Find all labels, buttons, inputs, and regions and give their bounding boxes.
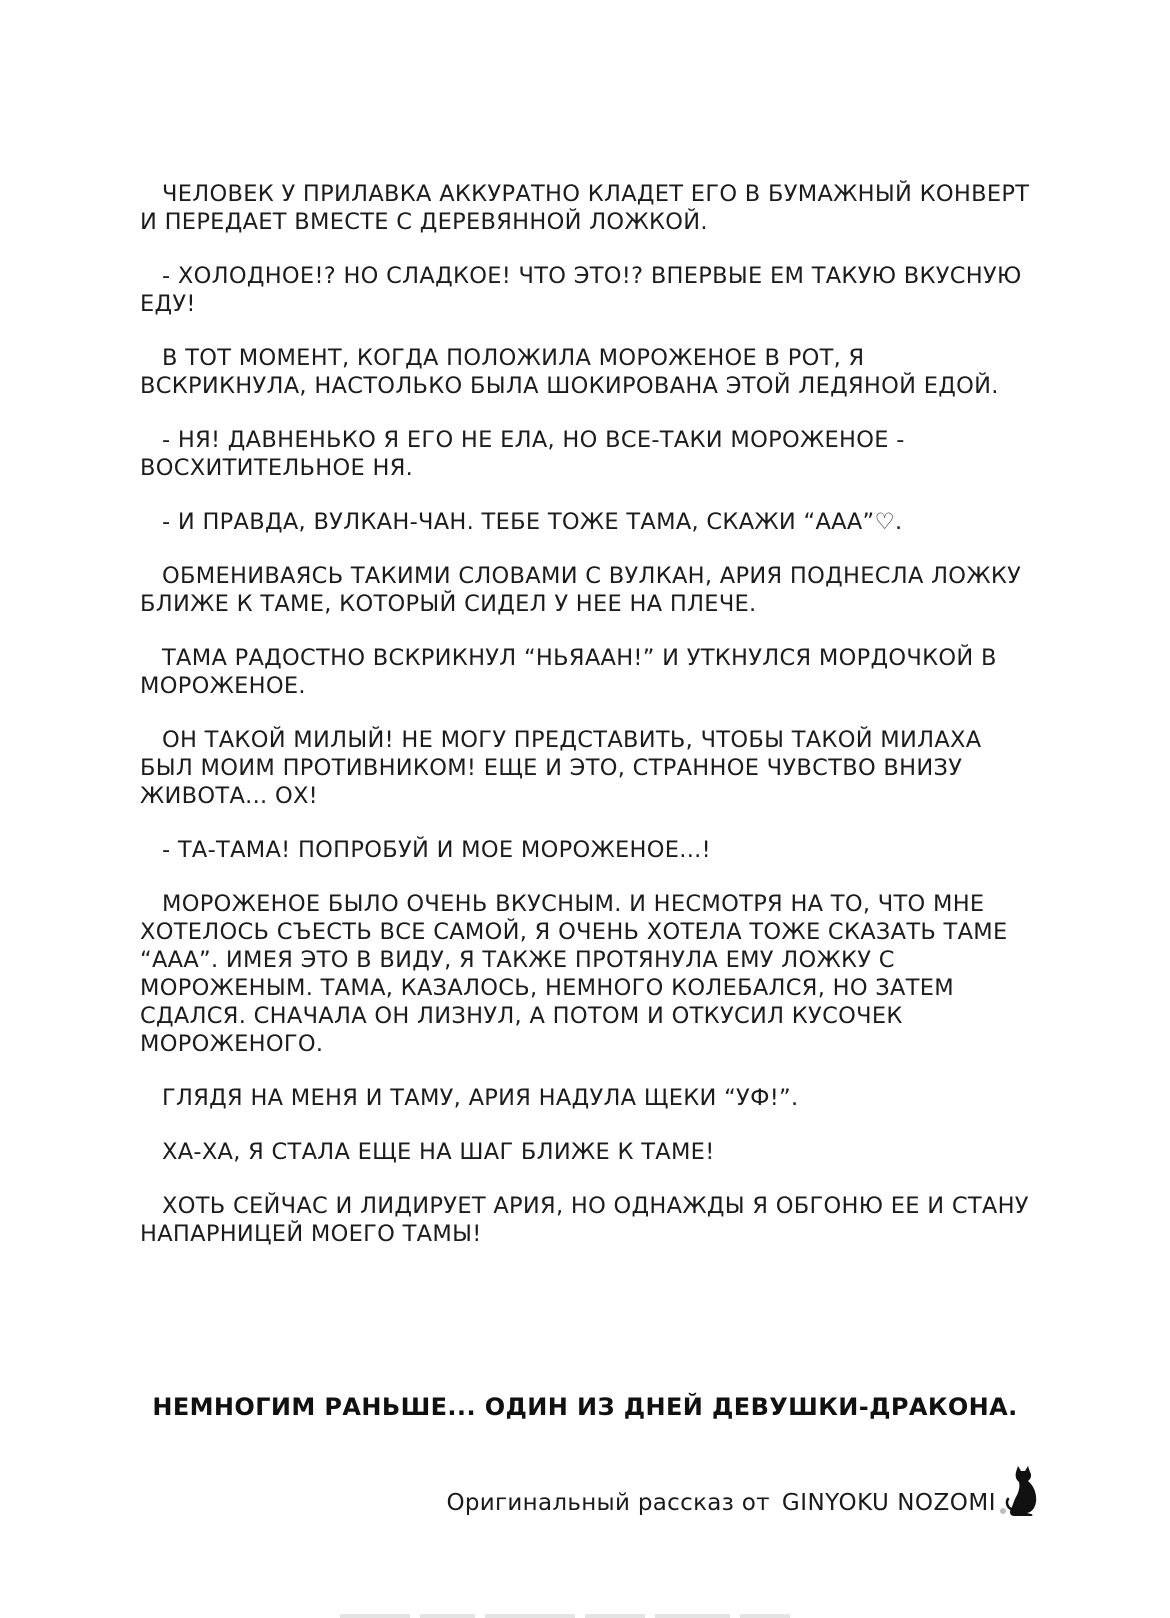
paragraph: МОРОЖЕНОЕ БЫЛО ОЧЕНЬ ВКУСНЫМ. И НЕСМОТРЯ НА ТО, ЧТО МНЕ ХОТЕЛОСЬ СЪЕСТЬ ВСЕ САМОЙ, Я ОЧЕНЬ ХОТЕЛА ТОЖЕ СКАЗАТЬ ТАМЕ “ААА”. ИМЕЯ ЭТО В ВИДУ, Я ТАКЖЕ ПРОТЯНУЛА ЕМУ ЛОЖКУ С МОРОЖЕНЫМ. ТАМА, КАЗАЛОСЬ, НЕМНОГО КОЛЕБАЛСЯ, НО ЗАТЕМ СДАЛСЯ. СНАЧАЛА ОН ЛИЗНУЛ, А ПОТОМ И ОТКУСИЛ КУСОЧЕК МОРОЖЕНОГО. [140,891,1008,1057]
credit-prefix: Оригинальный рассказ от [446,1490,770,1516]
bleed-through-text [340,1604,820,1618]
paragraph: ОБМЕНИВАЯСЬ ТАКИМИ СЛОВАМИ С ВУЛКАН, АРИЯ ПОДНЕСЛА ЛОЖКУ БЛИЖЕ К ТАМЕ, КОТОРЫЙ СИДЕЛ У НЕЕ НА ПЛЕЧЕ. [140,563,1022,617]
paragraph: ХА-ХА, Я СТАЛА ЕЩЕ НА ШАГ БЛИЖЕ К ТАМЕ! [162,1139,715,1165]
author-credit [446,1466,1040,1516]
paragraph: ХОТЬ СЕЙЧАС И ЛИДИРУЕТ АРИЯ, НО ОДНАЖДЫ Я ОБГОНЮ ЕЕ И СТАНУ НАПАРНИЦЕЙ МОЕГО ТАМЫ! [140,1193,1029,1247]
credit-author: GINYOKU NOZOMI [781,1490,996,1516]
paragraph: - ТА-ТАМА! ПОПРОБУЙ И МОЕ МОРОЖЕНОЕ...! [162,837,711,863]
paragraph: ОН ТАКОЙ МИЛЫЙ! НЕ МОГУ ПРЕДСТАВИТЬ, ЧТОБЫ ТАКОЙ МИЛАХА БЫЛ МОИМ ПРОТИВНИКОМ! ЕЩЕ И ЭТО, СТРАННОЕ ЧУВСТВО ВНИЗУ ЖИВОТА... ОХ! [140,727,982,809]
cat-silhouette-icon [1000,1466,1040,1516]
chapter-heading: НЕМНОГИМ РАНЬШЕ... ОДИН ИЗ ДНЕЙ ДЕВУШКИ-ДРАКОНА. [152,1393,1018,1421]
paragraph: В ТОТ МОМЕНТ, КОГДА ПОЛОЖИЛА МОРОЖЕНОЕ В РОТ, Я ВСКРИКНУЛА, НАСТОЛЬКО БЫЛА ШОКИРОВАНА ЭТОЙ ЛЕДЯНОЙ ЕДОЙ. [140,345,999,399]
paragraph: ЧЕЛОВЕК У ПРИЛАВКА АККУРАТНО КЛАДЕТ ЕГО В БУМАЖНЫЙ КОНВЕРТ И ПЕРЕДАЕТ ВМЕСТЕ С ДЕРЕВЯННОЙ ЛОЖКОЙ. [140,181,1030,235]
paragraph: ТАМА РАДОСТНО ВСКРИКНУЛ “НЬЯААН!” И УТКНУЛСЯ МОРДОЧКОЙ В МОРОЖЕНОЕ. [140,645,997,699]
paragraph: - ХОЛОДНОЕ!? НО СЛАДКОЕ! ЧТО ЭТО!? ВПЕРВЫЕ ЕМ ТАКУЮ ВКУСНУЮ ЕДУ! [140,263,1022,317]
paragraph: ГЛЯДЯ НА МЕНЯ И ТАМУ, АРИЯ НАДУЛА ЩЕКИ “УФ!”. [162,1085,799,1111]
story-text [140,180,1030,1274]
paragraph: - НЯ! ДАВНЕНЬКО Я ЕГО НЕ ЕЛА, НО ВСЕ-ТАКИ МОРОЖЕНОЕ - ВОСХИТИТЕЛЬНОЕ НЯ. [140,427,905,481]
paragraph: - И ПРАВДА, ВУЛКАН-ЧАН. ТЕБЕ ТОЖЕ ТАМА, СКАЖИ “ААА”♡. [162,509,903,535]
